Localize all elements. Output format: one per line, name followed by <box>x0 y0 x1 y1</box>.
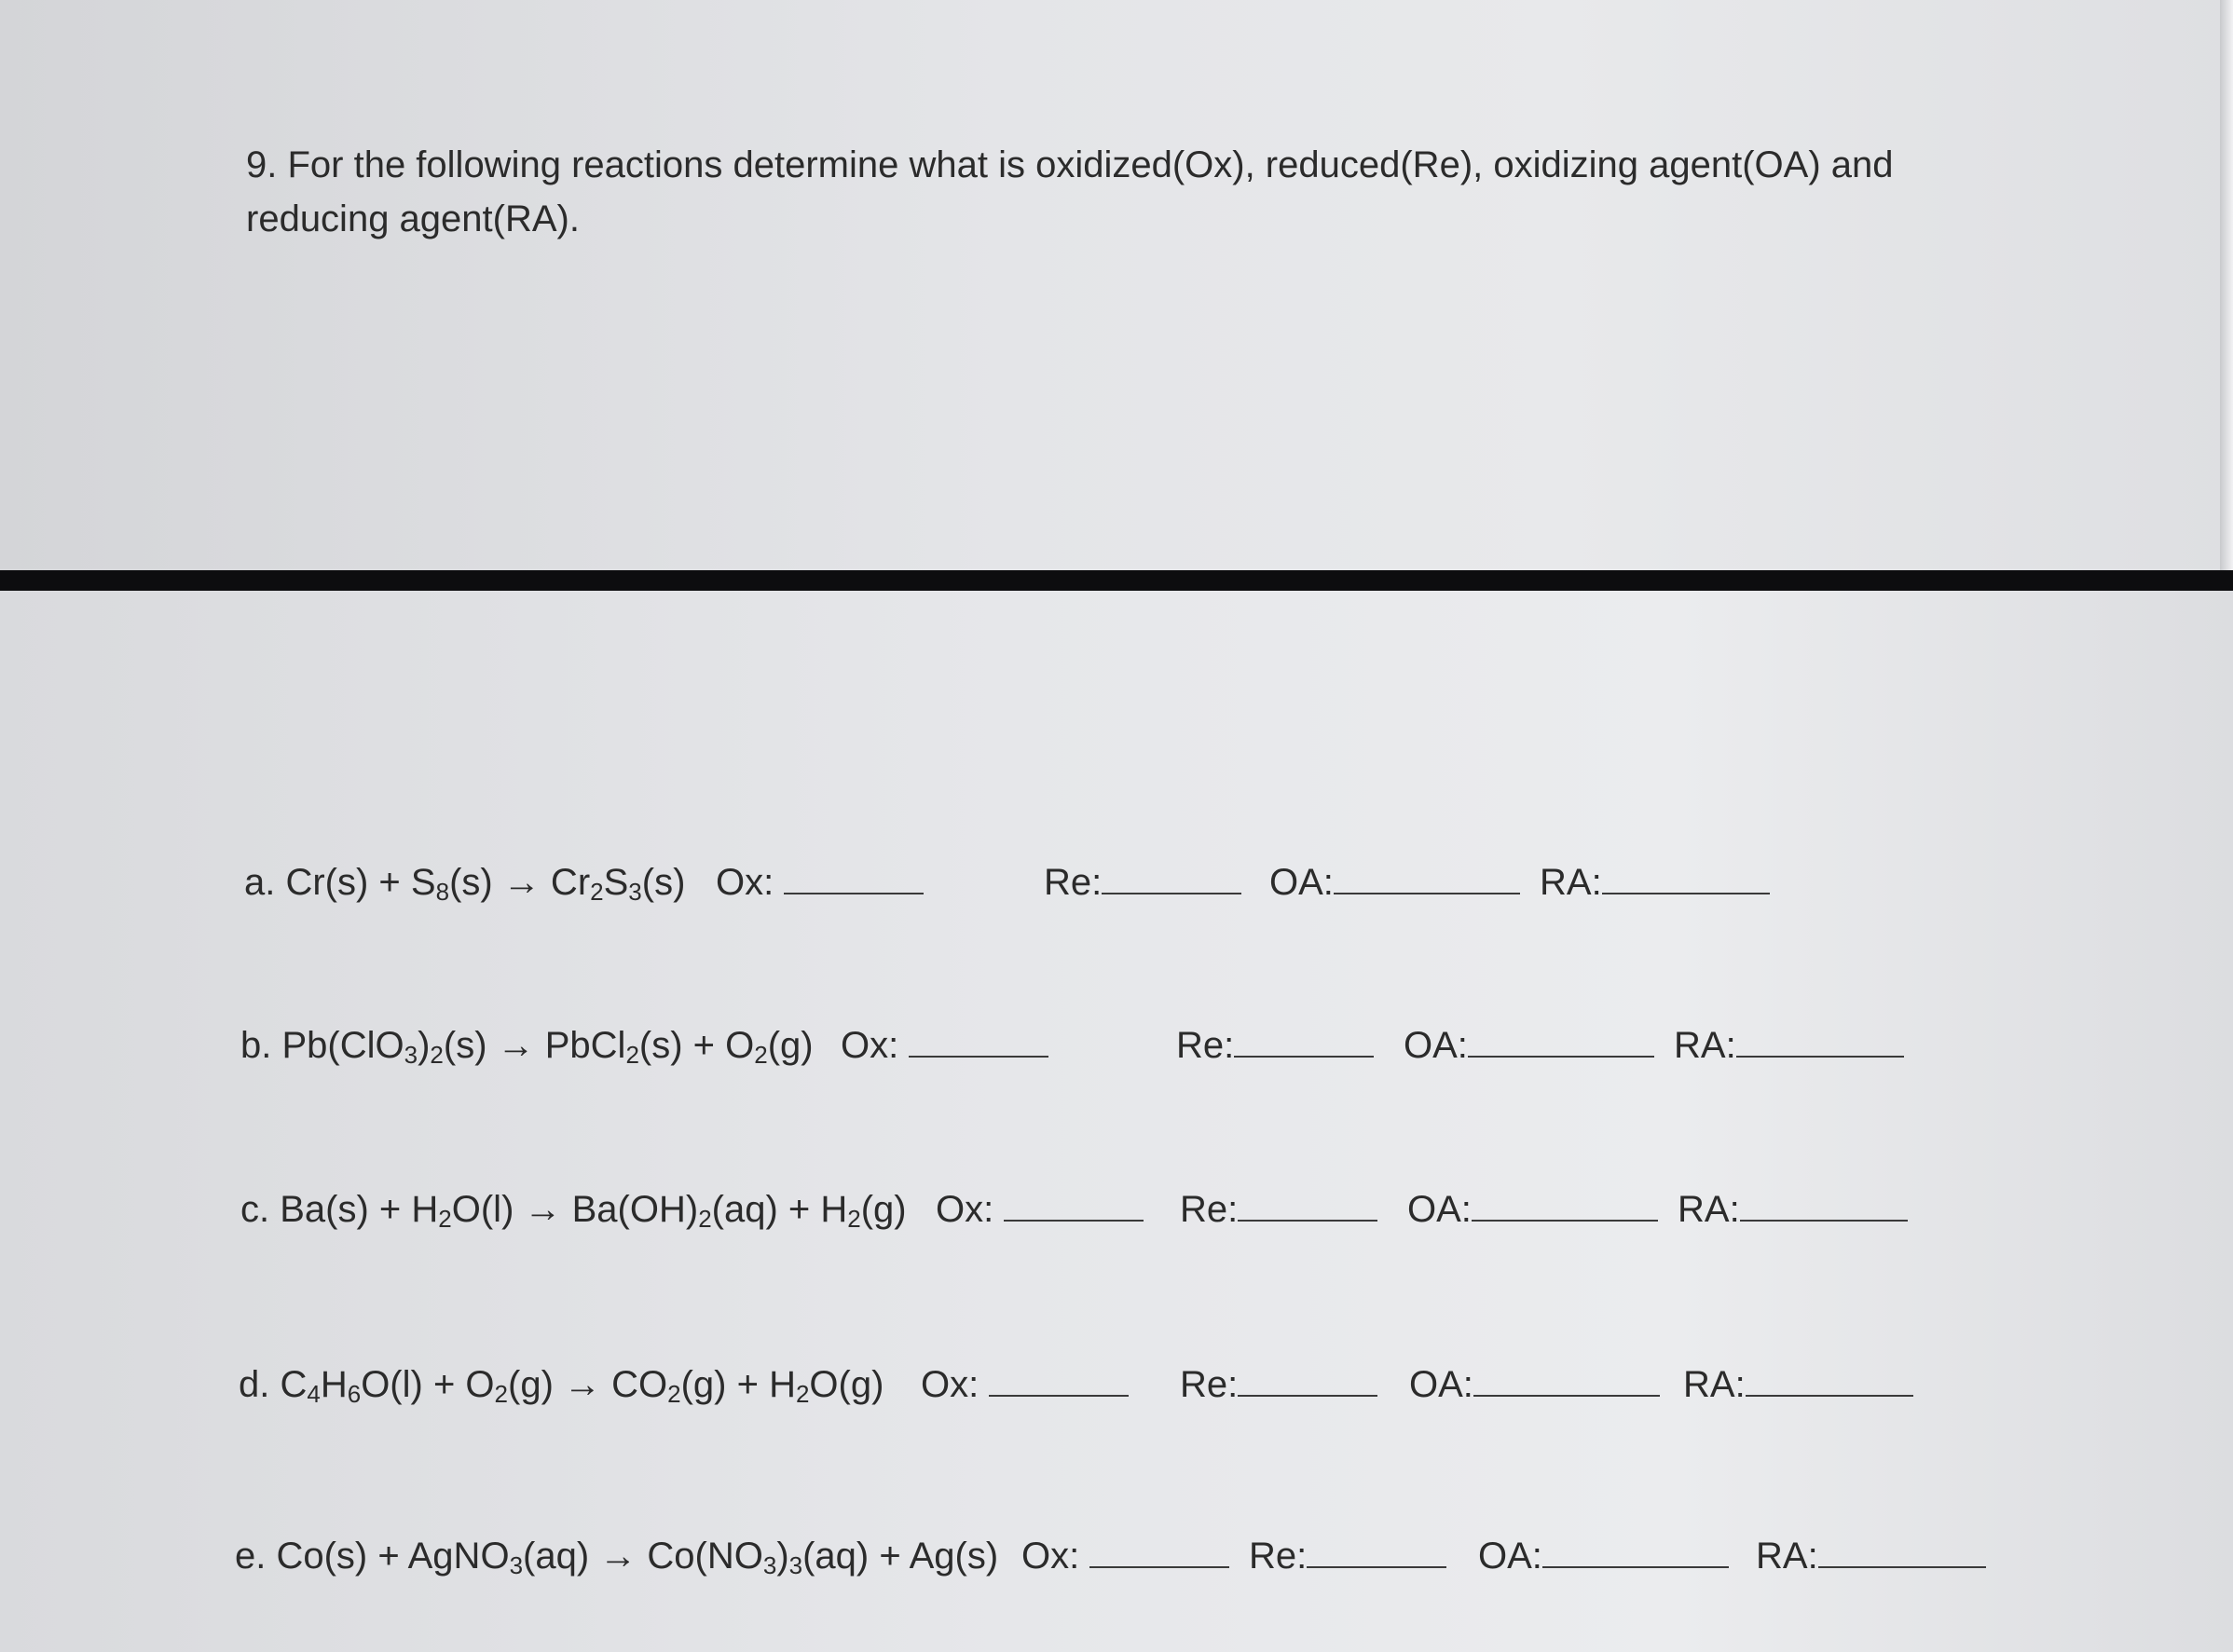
ra-label: RA: <box>1678 1189 1740 1230</box>
ox-answer-blank[interactable] <box>784 889 924 894</box>
ox-label: Ox: <box>716 862 774 903</box>
re-field-e[interactable] <box>1249 1536 1446 1577</box>
oa-field-b[interactable] <box>1404 1025 1654 1067</box>
re-label: Re: <box>1180 1364 1239 1405</box>
ra-label: RA: <box>1683 1364 1746 1405</box>
re-answer-blank[interactable] <box>1102 889 1241 894</box>
oa-field-c[interactable] <box>1407 1189 1658 1231</box>
question-line-1: 9. For the following reactions determine what is oxidized(Ox), reduced(Re), oxidizing agent(OA) and <box>246 144 1894 185</box>
re-answer-blank[interactable] <box>1307 1563 1446 1568</box>
reaction-e-letter: e. <box>235 1536 267 1577</box>
oa-answer-blank[interactable] <box>1472 1216 1658 1222</box>
ra-answer-blank[interactable] <box>1736 1052 1904 1058</box>
re-label: Re: <box>1176 1025 1235 1066</box>
ra-answer-blank[interactable] <box>1818 1563 1986 1568</box>
ra-answer-blank[interactable] <box>1746 1391 1913 1397</box>
re-label: Re: <box>1044 862 1103 903</box>
reaction-d-letter: d. <box>239 1364 270 1405</box>
ra-field-d[interactable] <box>1683 1364 1913 1406</box>
re-label: Re: <box>1249 1536 1308 1577</box>
oa-label: OA: <box>1407 1189 1472 1230</box>
ox-label: Ox: <box>936 1189 994 1230</box>
oa-field-a[interactable] <box>1269 862 1520 904</box>
oa-answer-blank[interactable] <box>1334 889 1520 894</box>
ox-answer-blank[interactable] <box>989 1391 1129 1397</box>
re-answer-blank[interactable] <box>1238 1391 1377 1397</box>
oa-field-d[interactable] <box>1409 1364 1660 1406</box>
ox-field-e[interactable] <box>1021 1536 1229 1577</box>
ox-label: Ox: <box>1021 1536 1080 1577</box>
ox-answer-blank[interactable] <box>1004 1216 1144 1222</box>
ra-answer-blank[interactable] <box>1740 1216 1908 1222</box>
ox-field-b[interactable] <box>841 1025 1048 1067</box>
ra-field-c[interactable] <box>1678 1189 1908 1231</box>
ra-label: RA: <box>1540 862 1602 903</box>
oa-answer-blank[interactable] <box>1473 1391 1660 1397</box>
ra-label: RA: <box>1674 1025 1736 1066</box>
oa-label: OA: <box>1478 1536 1542 1577</box>
re-field-b[interactable] <box>1176 1025 1374 1067</box>
reaction-e-equation: e. Co(s) + AgNO$_3$(aq) → $Co(NO_3)_3(aq) + Ag(s)$ <box>235 1536 999 1579</box>
oa-field-e[interactable] <box>1478 1536 1729 1577</box>
page-divider <box>0 570 2233 591</box>
ra-answer-blank[interactable] <box>1602 889 1770 894</box>
question-prompt <box>246 138 1905 246</box>
reaction-b-equation: b. $Pb(ClO_3)_2(s)$ → PbCl$_2$(s) + $O_2(g)$ <box>240 1025 814 1069</box>
oa-answer-blank[interactable] <box>1468 1052 1654 1058</box>
reaction-c-equation: c. $Ba(s) + H_2O(l) \to Ba(OH)_2(aq) + H_2(g)$ <box>240 1189 907 1233</box>
ra-label: RA: <box>1756 1536 1818 1577</box>
ox-field-d[interactable] <box>921 1364 1129 1406</box>
oa-label: OA: <box>1404 1025 1468 1066</box>
reaction-a-equation: a. $Cr(s) + S_8(s) \to Cr_2S_3(s)$ <box>244 862 686 906</box>
oa-label: OA: <box>1269 862 1334 903</box>
re-answer-blank[interactable] <box>1234 1052 1374 1058</box>
re-field-c[interactable] <box>1180 1189 1377 1231</box>
re-field-d[interactable] <box>1180 1364 1377 1406</box>
page-edge <box>2220 0 2233 570</box>
ox-label: Ox: <box>921 1364 980 1405</box>
oa-answer-blank[interactable] <box>1542 1563 1729 1568</box>
reaction-b-letter: b. <box>240 1025 272 1066</box>
re-answer-blank[interactable] <box>1238 1216 1377 1222</box>
reaction-d-equation: d. $C_4H_6O(l) + O_2(g) \to CO_2(g) + H_2O(g)$ <box>239 1364 884 1408</box>
ox-field-c[interactable] <box>936 1189 1144 1231</box>
re-label: Re: <box>1180 1189 1239 1230</box>
reaction-a-letter: a. <box>244 862 276 903</box>
ra-field-a[interactable] <box>1540 862 1770 904</box>
ox-answer-blank[interactable] <box>909 1052 1048 1058</box>
ra-field-e[interactable] <box>1756 1536 1986 1577</box>
re-field-a[interactable] <box>1044 862 1241 904</box>
reaction-c-letter: c. <box>240 1189 270 1230</box>
ox-field-a[interactable] <box>716 862 924 904</box>
lower-page <box>0 591 2233 1652</box>
upper-page <box>0 0 2233 570</box>
ra-field-b[interactable] <box>1674 1025 1904 1067</box>
ox-answer-blank[interactable] <box>1089 1563 1229 1568</box>
oa-label: OA: <box>1409 1364 1473 1405</box>
ox-label: Ox: <box>841 1025 899 1066</box>
question-line-2: reducing agent(RA). <box>246 198 580 239</box>
